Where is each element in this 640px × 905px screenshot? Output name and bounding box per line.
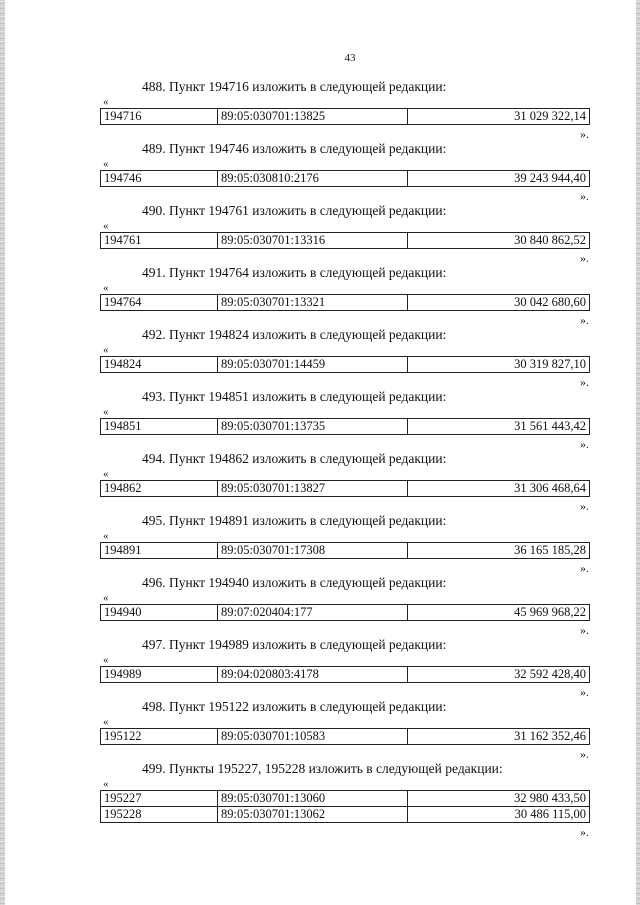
opening-quote: « bbox=[103, 716, 109, 728]
table-row bbox=[101, 667, 590, 683]
amendment-heading: 498. Пункт 195122 изложить в следующей редакции: bbox=[142, 699, 447, 714]
item-number-cell: 194761 bbox=[101, 233, 218, 249]
closing-quote: ». bbox=[580, 313, 589, 327]
cadastral-number-cell: 89:05:030701:14459 bbox=[218, 357, 408, 373]
item-number-cell: 194862 bbox=[101, 481, 218, 497]
item-number-cell: 195227 bbox=[101, 791, 218, 807]
cadastral-value-cell: 30 486 115,00 bbox=[408, 807, 590, 823]
cadastral-number-cell: 89:05:030810:2176 bbox=[218, 171, 408, 187]
item-number-cell: 194851 bbox=[101, 419, 218, 435]
cadastral-number-cell: 89:07:020404:177 bbox=[218, 605, 408, 621]
amendment-table bbox=[100, 170, 590, 187]
item-number-cell: 194989 bbox=[101, 667, 218, 683]
amendment-table bbox=[100, 294, 590, 311]
cadastral-number-cell: 89:05:030701:17308 bbox=[218, 543, 408, 559]
amendment-heading: 496. Пункт 194940 изложить в следующей редакции: bbox=[142, 575, 447, 590]
closing-quote: ». bbox=[580, 127, 589, 141]
closing-quote: ». bbox=[580, 685, 589, 699]
amendment-table bbox=[100, 356, 590, 373]
opening-quote: « bbox=[103, 220, 109, 232]
cadastral-value-cell: 31 306 468,64 bbox=[408, 481, 590, 497]
amendment-table bbox=[100, 108, 590, 125]
amendment-heading: 499. Пункты 195227, 195228 изложить в следующей редакции: bbox=[142, 761, 503, 776]
cadastral-number-cell: 89:05:030701:13321 bbox=[218, 295, 408, 311]
table-row bbox=[101, 543, 590, 559]
cadastral-value-cell: 30 042 680,60 bbox=[408, 295, 590, 311]
amendment-heading: 491. Пункт 194764 изложить в следующей редакции: bbox=[142, 265, 447, 280]
closing-quote: ». bbox=[580, 561, 589, 575]
opening-quote: « bbox=[103, 96, 109, 108]
amendment-list bbox=[0, 79, 640, 839]
table-row bbox=[101, 357, 590, 373]
amendment-table bbox=[100, 728, 590, 745]
amendment-table bbox=[100, 418, 590, 435]
amendment-heading: 493. Пункт 194851 изложить в следующей редакции: bbox=[142, 389, 447, 404]
table-row bbox=[101, 481, 590, 497]
amendment-heading: 497. Пункт 194989 изложить в следующей редакции: bbox=[142, 637, 447, 652]
amendment-section bbox=[0, 637, 640, 699]
amendment-section bbox=[0, 141, 640, 203]
amendment-section bbox=[0, 513, 640, 575]
opening-quote: « bbox=[103, 592, 109, 604]
amendment-heading: 488. Пункт 194716 изложить в следующей редакции: bbox=[142, 79, 447, 94]
table-row bbox=[101, 295, 590, 311]
cadastral-value-cell: 31 162 352,46 bbox=[408, 729, 590, 745]
amendment-table bbox=[100, 604, 590, 621]
cadastral-value-cell: 32 592 428,40 bbox=[408, 667, 590, 683]
cadastral-value-cell: 30 319 827,10 bbox=[408, 357, 590, 373]
opening-quote: « bbox=[103, 468, 109, 480]
table-row bbox=[101, 233, 590, 249]
closing-quote: ». bbox=[580, 747, 589, 761]
opening-quote: « bbox=[103, 158, 109, 170]
opening-quote: « bbox=[103, 282, 109, 294]
closing-quote: ». bbox=[580, 375, 589, 389]
page-number: 43 bbox=[344, 52, 356, 64]
cadastral-number-cell: 89:04:020803:4178 bbox=[218, 667, 408, 683]
amendment-heading: 489. Пункт 194746 изложить в следующей редакции: bbox=[142, 141, 447, 156]
table-row bbox=[101, 605, 590, 621]
amendment-section bbox=[0, 203, 640, 265]
amendment-table bbox=[100, 666, 590, 683]
item-number-cell: 194824 bbox=[101, 357, 218, 373]
amendment-heading: 495. Пункт 194891 изложить в следующей редакции: bbox=[142, 513, 447, 528]
table-row bbox=[101, 791, 590, 807]
item-number-cell: 195228 bbox=[101, 807, 218, 823]
amendment-section bbox=[0, 761, 640, 839]
cadastral-value-cell: 31 561 443,42 bbox=[408, 419, 590, 435]
cadastral-number-cell: 89:05:030701:13735 bbox=[218, 419, 408, 435]
cadastral-value-cell: 45 969 968,22 bbox=[408, 605, 590, 621]
item-number-cell: 194891 bbox=[101, 543, 218, 559]
cadastral-number-cell: 89:05:030701:13316 bbox=[218, 233, 408, 249]
opening-quote: « bbox=[103, 778, 109, 790]
table-row bbox=[101, 419, 590, 435]
cadastral-number-cell: 89:05:030701:13062 bbox=[218, 807, 408, 823]
item-number-cell: 194764 bbox=[101, 295, 218, 311]
amendment-section bbox=[0, 79, 640, 141]
cadastral-number-cell: 89:05:030701:10583 bbox=[218, 729, 408, 745]
amendment-section bbox=[0, 575, 640, 637]
table-row bbox=[101, 109, 590, 125]
closing-quote: ». bbox=[580, 437, 589, 451]
amendment-heading: 490. Пункт 194761 изложить в следующей редакции: bbox=[142, 203, 447, 218]
amendment-table bbox=[100, 542, 590, 559]
cadastral-value-cell: 30 840 862,52 bbox=[408, 233, 590, 249]
opening-quote: « bbox=[103, 406, 109, 418]
item-number-cell: 194716 bbox=[101, 109, 218, 125]
amendment-table bbox=[100, 790, 590, 823]
item-number-cell: 195122 bbox=[101, 729, 218, 745]
cadastral-value-cell: 31 029 322,14 bbox=[408, 109, 590, 125]
closing-quote: ». bbox=[580, 825, 589, 839]
table-row bbox=[101, 729, 590, 745]
cadastral-number-cell: 89:05:030701:13827 bbox=[218, 481, 408, 497]
cadastral-value-cell: 39 243 944,40 bbox=[408, 171, 590, 187]
item-number-cell: 194940 bbox=[101, 605, 218, 621]
amendment-table bbox=[100, 232, 590, 249]
amendment-section bbox=[0, 265, 640, 327]
amendment-section bbox=[0, 699, 640, 761]
opening-quote: « bbox=[103, 530, 109, 542]
amendment-section bbox=[0, 327, 640, 389]
closing-quote: ». bbox=[580, 189, 589, 203]
opening-quote: « bbox=[103, 344, 109, 356]
cadastral-number-cell: 89:05:030701:13825 bbox=[218, 109, 408, 125]
amendment-table bbox=[100, 480, 590, 497]
amendment-heading: 492. Пункт 194824 изложить в следующей редакции: bbox=[142, 327, 447, 342]
opening-quote: « bbox=[103, 654, 109, 666]
cadastral-number-cell: 89:05:030701:13060 bbox=[218, 791, 408, 807]
item-number-cell: 194746 bbox=[101, 171, 218, 187]
closing-quote: ». bbox=[580, 623, 589, 637]
table-row bbox=[101, 171, 590, 187]
table-row bbox=[101, 807, 590, 823]
closing-quote: ». bbox=[580, 251, 589, 265]
cadastral-value-cell: 32 980 433,50 bbox=[408, 791, 590, 807]
amendment-heading: 494. Пункт 194862 изложить в следующей редакции: bbox=[142, 451, 447, 466]
cadastral-value-cell: 36 165 185,28 bbox=[408, 543, 590, 559]
amendment-section bbox=[0, 389, 640, 451]
closing-quote: ». bbox=[580, 499, 589, 513]
amendment-section bbox=[0, 451, 640, 513]
